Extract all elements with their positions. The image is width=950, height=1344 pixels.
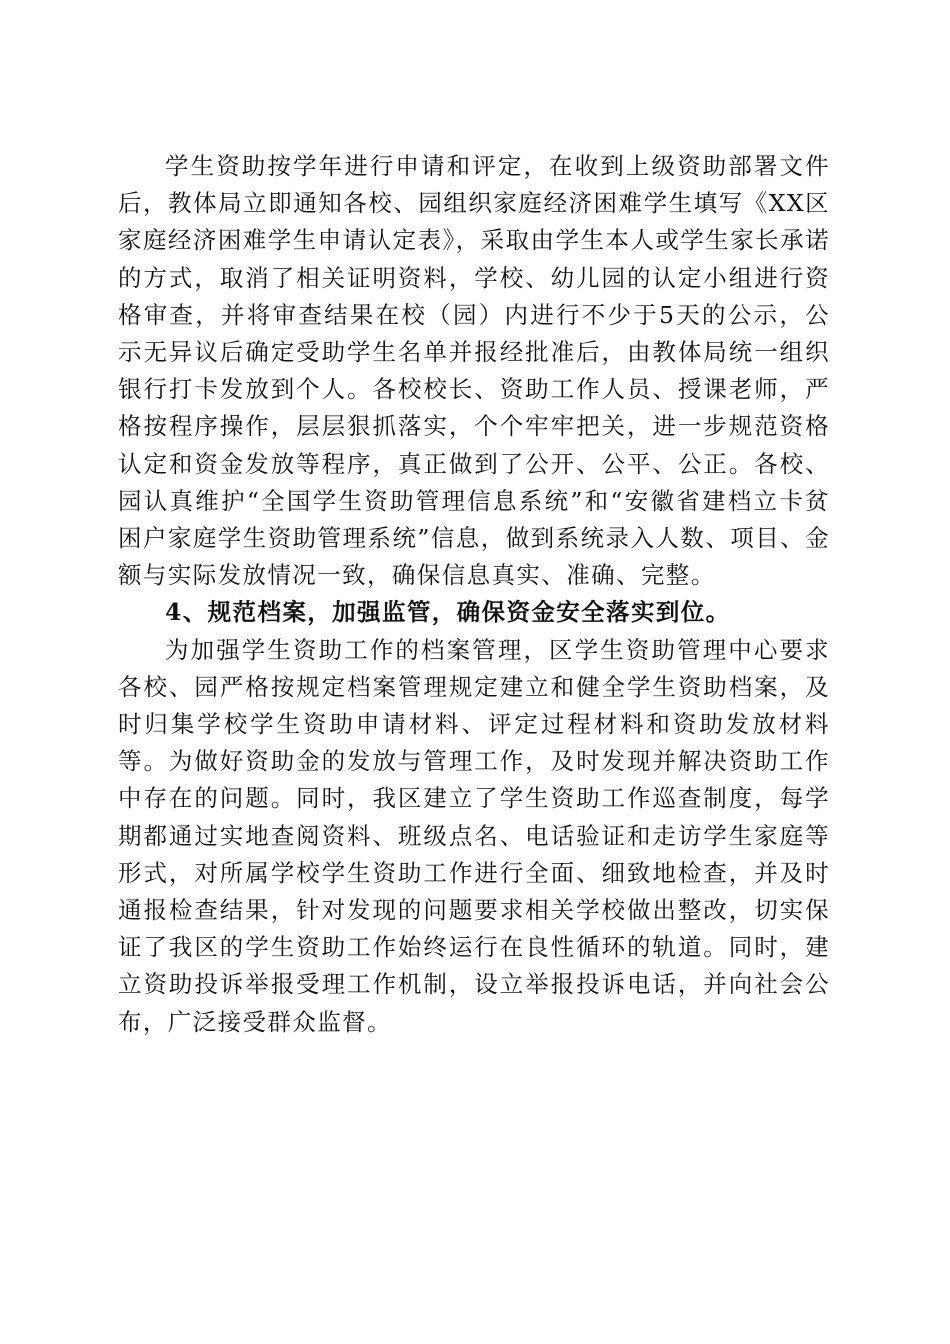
- paragraph-archives-management: 为加强学生资助工作的档案管理，区学生资助管理中心要求各校、园严格按规定档案管理规定建立和健全学生资助档案，及时归集学校学生资助申请材料、评定过程材料和资助发放材料等。为做好资助金的发放与管理工作，及时发现并解决资助工作中存在的问题。同时，我区建立了学生资助工作巡查制度，每学期都通过实地查阅资料、班级点名、电话验证和走访学生家庭等形式，对所属学校学生资助工作进行全面、细致地检查，并及时通报检查结果，针对发现的问题要求相关学校做出整改，切实保证了我区的学生资助工作始终运行在良性循环的轨道。同时，建立资助投诉举报受理工作机制，设立举报投诉电话，并向社会公布，广泛接受群众监督。: [118, 635, 830, 1036]
- section-heading-archives-supervision: 4、规范档案，加强监管，确保资金安全落实到位。: [165, 598, 731, 627]
- document-body: [118, 148, 830, 1041]
- paragraph-student-aid-application: 学生资助按学年进行申请和评定，在收到上级资助部署文件后，教体局立即通知各校、园组织家庭经济困难学生填写《XX区家庭经济困难学生申请认定表》，采取由学生本人或学生家长承诺的方式，取消了相关证明资料，学校、幼儿园的认定小组进行资格审查，并将审查结果在校（园）内进行不少于5天的公示，公示无异议后确定受助学生名单并报经批准后，由教体局统一组织银行打卡发放到个人。各校校长、资助工作人员、授课老师，严格按程序操作，层层狠抓落实，个个牢牢把关，进一步规范资格认定和资金发放等程序，真正做到了公开、公平、公正。各校、园认真维护“全国学生资助管理信息系统”和“安徽省建档立卡贫困户家庭学生资助管理系统”信息，做到系统录入人数、项目、金额与实际发放情况一致，确保信息真实、准确、完整。: [118, 152, 830, 590]
